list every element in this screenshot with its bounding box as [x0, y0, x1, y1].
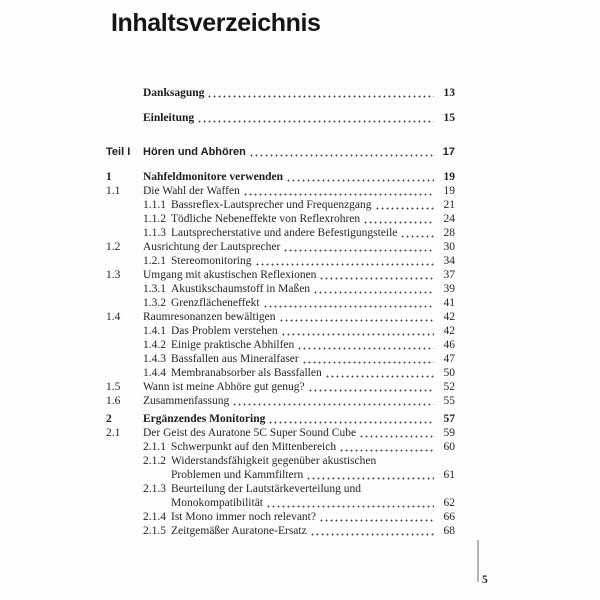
entry-line: [143, 426, 455, 440]
toc-entry: [106, 352, 455, 366]
entry-number: 1.1.3: [143, 227, 166, 239]
entry-body: [143, 240, 455, 254]
entry-line: [171, 482, 455, 496]
entry-label: Danksagung: [143, 87, 205, 99]
entry-number: Teil I: [106, 146, 131, 158]
entry-line: [171, 496, 455, 510]
dot-leader: [283, 242, 434, 252]
dot-leader: [359, 428, 434, 438]
entry-number: 1.4.4: [143, 367, 166, 379]
entry-body: [171, 440, 455, 454]
entry-line: [171, 296, 455, 310]
toc-entry: [106, 111, 455, 125]
toc-entry: [106, 145, 455, 159]
entry-line: [171, 226, 455, 240]
entry-line: [171, 510, 455, 524]
entry-line: [171, 366, 455, 380]
footer-rule: [477, 540, 479, 582]
entry-line: [143, 310, 455, 324]
entry-number: 1.3.1: [143, 283, 166, 295]
entry-number: 1.4.1: [143, 325, 166, 337]
dot-leader: [197, 113, 434, 123]
dot-leader: [325, 368, 434, 378]
entry-body: [171, 324, 455, 338]
entry-body: [143, 412, 455, 426]
entry-label: Wann ist meine Abhöre gut genug?: [143, 381, 305, 393]
entry-page-number: 62: [443, 497, 455, 509]
entry-line: [143, 412, 455, 426]
entry-body: [143, 170, 455, 184]
entry-line: [171, 212, 455, 226]
entry-line: [171, 282, 455, 296]
entry-body: [171, 454, 455, 482]
entry-label: Grenzflächeneffekt: [171, 297, 260, 309]
entry-page-number: 61: [443, 469, 455, 481]
entry-number: 2.1.3: [143, 483, 166, 495]
toc-entry: [106, 380, 455, 394]
dot-leader: [279, 312, 434, 322]
entry-label: Das Problem verstehen: [171, 325, 278, 337]
entry-line: [171, 440, 455, 454]
entry-page-number: 19: [443, 171, 455, 183]
entry-label: Einleitung: [143, 112, 195, 124]
entry-body: [171, 254, 455, 268]
entry-line: [143, 145, 455, 159]
entry-number: 1.4: [106, 311, 121, 323]
entry-body: [171, 510, 455, 524]
entry-label: Einige praktische Abhilfen: [171, 339, 295, 351]
entry-page-number: 60: [443, 441, 455, 453]
dot-leader: [281, 326, 434, 336]
dot-leader: [306, 470, 434, 480]
entry-body: [171, 524, 455, 538]
entry-page-number: 42: [443, 311, 455, 323]
entry-label: Bassfallen aus Mineralfaser: [171, 353, 299, 365]
toc-entry: [106, 510, 455, 524]
dot-leader: [310, 526, 434, 536]
entry-line: [171, 254, 455, 268]
toc-entry: [106, 366, 455, 380]
entry-number: 1.4.3: [143, 353, 166, 365]
entry-line: [143, 111, 455, 125]
toc-entry: [106, 240, 455, 254]
dot-leader: [268, 414, 434, 424]
entry-page-number: 37: [443, 269, 455, 281]
dot-leader: [339, 442, 434, 452]
toc-entry: [106, 324, 455, 338]
entry-label: Raumresonanzen bewältigen: [143, 311, 276, 323]
entry-label: Beurteilung der Lautstärkeverteilung und: [171, 483, 362, 495]
entry-body: [171, 226, 455, 240]
toc-entry: [106, 412, 455, 426]
entry-page-number: 55: [443, 395, 455, 407]
entry-number: 1.3.2: [143, 297, 166, 309]
entry-line: [171, 454, 455, 468]
dot-leader: [286, 172, 434, 182]
toc-entry: [106, 338, 455, 352]
dot-leader: [249, 147, 434, 157]
dot-leader: [297, 340, 434, 350]
dot-leader: [263, 298, 434, 308]
entry-label-continued: Problemen und Kammfiltern: [171, 469, 304, 481]
entry-line: [143, 240, 455, 254]
toc-entry: [106, 86, 455, 100]
toc-entry: [106, 170, 455, 184]
entry-label: Umgang mit akustischen Reflexionen: [143, 269, 317, 281]
entry-number: 2: [106, 413, 112, 425]
toc-entry: [106, 524, 455, 538]
dot-leader: [243, 186, 434, 196]
entry-page-number: 39: [443, 283, 455, 295]
entry-page-number: 68: [443, 525, 455, 537]
entry-page-number: 57: [443, 413, 455, 425]
toc-list: [106, 86, 455, 538]
entry-page-number: 47: [443, 353, 455, 365]
entry-label: Ergänzendes Monitoring: [143, 413, 266, 425]
entry-page-number: 34: [443, 255, 455, 267]
entry-number: 2.1.5: [143, 525, 166, 537]
entry-label-continued: Monokompatibilität: [171, 497, 263, 509]
toc-entry: [106, 282, 455, 296]
entry-label: Widerstandsfähigkeit gegenüber akustischen: [171, 455, 377, 467]
entry-body: [171, 338, 455, 352]
entry-line: [143, 380, 455, 394]
entry-line: [171, 352, 455, 366]
entry-line: [143, 394, 455, 408]
entry-page-number: 66: [443, 511, 455, 523]
dot-leader: [266, 498, 434, 508]
entry-label: Lautsprecherstative und andere Befestigungsteile: [171, 227, 398, 239]
entry-number: 2.1.1: [143, 441, 166, 453]
toc-entry: [106, 212, 455, 226]
entry-body: [143, 268, 455, 282]
entry-number: 1.1.1: [143, 199, 166, 211]
entry-number: 2.1.4: [143, 511, 166, 523]
entry-line: [171, 198, 455, 212]
toc-entry: [106, 310, 455, 324]
entry-body: [143, 380, 455, 394]
entry-line: [171, 324, 455, 338]
dot-leader: [232, 396, 434, 406]
entry-number: 1: [106, 171, 112, 183]
entry-body: [171, 482, 455, 510]
entry-label: Ausrichtung der Lautsprecher: [143, 241, 281, 253]
entry-number: 1.2: [106, 241, 121, 253]
dot-leader: [319, 270, 434, 280]
entry-number: 1.1: [106, 185, 121, 197]
toc-entry: [106, 226, 455, 240]
entry-number: 1.3: [106, 269, 121, 281]
entry-number: 1.5: [106, 381, 121, 393]
entry-page-number: 42: [443, 325, 455, 337]
entry-number: [106, 86, 143, 100]
entry-page-number: 50: [443, 367, 455, 379]
entry-label: Akustikschaumstoff in Maßen: [171, 283, 311, 295]
entry-page-number: 24: [443, 213, 455, 225]
entry-page-number: 52: [443, 381, 455, 393]
entry-body: [171, 366, 455, 380]
dot-leader: [400, 228, 434, 238]
entry-label: Die Wahl der Waffen: [143, 185, 240, 197]
folio-page-number: 5: [482, 574, 488, 586]
entry-line: [171, 524, 455, 538]
toc-entry: [106, 426, 455, 440]
entry-line: [143, 268, 455, 282]
dot-leader: [302, 354, 434, 364]
entry-line: [143, 184, 455, 198]
entry-body: [171, 198, 455, 212]
dot-leader: [363, 214, 434, 224]
toc-entry: [106, 296, 455, 310]
dot-leader: [313, 284, 434, 294]
toc-entry: [106, 268, 455, 282]
entry-number: 1.4.2: [143, 339, 166, 351]
entry-page-number: 59: [443, 427, 455, 439]
entry-line: [171, 338, 455, 352]
entry-label: Hören und Abhören: [143, 146, 246, 158]
entry-body: [143, 111, 455, 125]
entry-number: 1.2.1: [143, 255, 166, 267]
toc-entry: [106, 184, 455, 198]
entry-label: Stereomonitoring: [171, 255, 252, 267]
entry-body: [171, 212, 455, 226]
entry-label: Bassreflex-Lautsprecher und Frequenzgang: [171, 199, 372, 211]
entry-body: [171, 296, 455, 310]
entry-number: [106, 111, 143, 125]
entry-page-number: 19: [443, 185, 455, 197]
entry-page-number: 15: [443, 112, 455, 124]
dot-leader: [319, 512, 434, 522]
toc-entry: [106, 482, 455, 510]
entry-page-number: 17: [442, 146, 455, 158]
entry-label: Schwerpunkt auf den Mittenbereich: [171, 441, 337, 453]
entry-body: [171, 282, 455, 296]
dot-leader: [255, 256, 435, 266]
toc-entry: [106, 454, 455, 482]
entry-page-number: 30: [443, 241, 455, 253]
entry-number: 2.1.2: [143, 455, 166, 467]
entry-body: [143, 184, 455, 198]
entry-body: [143, 426, 455, 440]
entry-label: Ist Mono immer noch relevant?: [171, 511, 316, 523]
entry-line: [171, 468, 455, 482]
entry-page-number: 21: [443, 199, 455, 211]
dot-leader: [207, 88, 434, 98]
toc-entry: [106, 440, 455, 454]
entry-page-number: 46: [443, 339, 455, 351]
entry-page-number: 28: [443, 227, 455, 239]
toc-entry: [106, 198, 455, 212]
entry-number: 2.1: [106, 427, 121, 439]
entry-page-number: 13: [443, 87, 455, 99]
entry-label: Nahfeldmonitore verwenden: [143, 171, 284, 183]
toc-entry: [106, 394, 455, 408]
entry-label: Der Geist des Auratone 5C Super Sound Cube: [143, 427, 357, 439]
entry-line: [143, 86, 455, 100]
page-title: Inhaltsverzeichnis: [111, 9, 321, 37]
entry-number: 1.1.2: [143, 213, 166, 225]
entry-line: [143, 170, 455, 184]
dot-leader: [375, 200, 434, 210]
entry-label: Tödliche Nebeneffekte von Reflexrohren: [171, 213, 361, 225]
entry-number: 1.6: [106, 395, 121, 407]
entry-body: [171, 352, 455, 366]
entry-page-number: 41: [443, 297, 455, 309]
entry-body: [143, 145, 455, 159]
dot-leader: [308, 382, 434, 392]
entry-body: [143, 310, 455, 324]
entry-label: Zusammenfassung: [143, 395, 230, 407]
entry-label: Zeitgemäßer Auratone-Ersatz: [171, 525, 307, 537]
entry-body: [143, 86, 455, 100]
toc-entry: [106, 254, 455, 268]
entry-label: Membranabsorber als Bassfallen: [171, 367, 322, 379]
entry-body: [143, 394, 455, 408]
